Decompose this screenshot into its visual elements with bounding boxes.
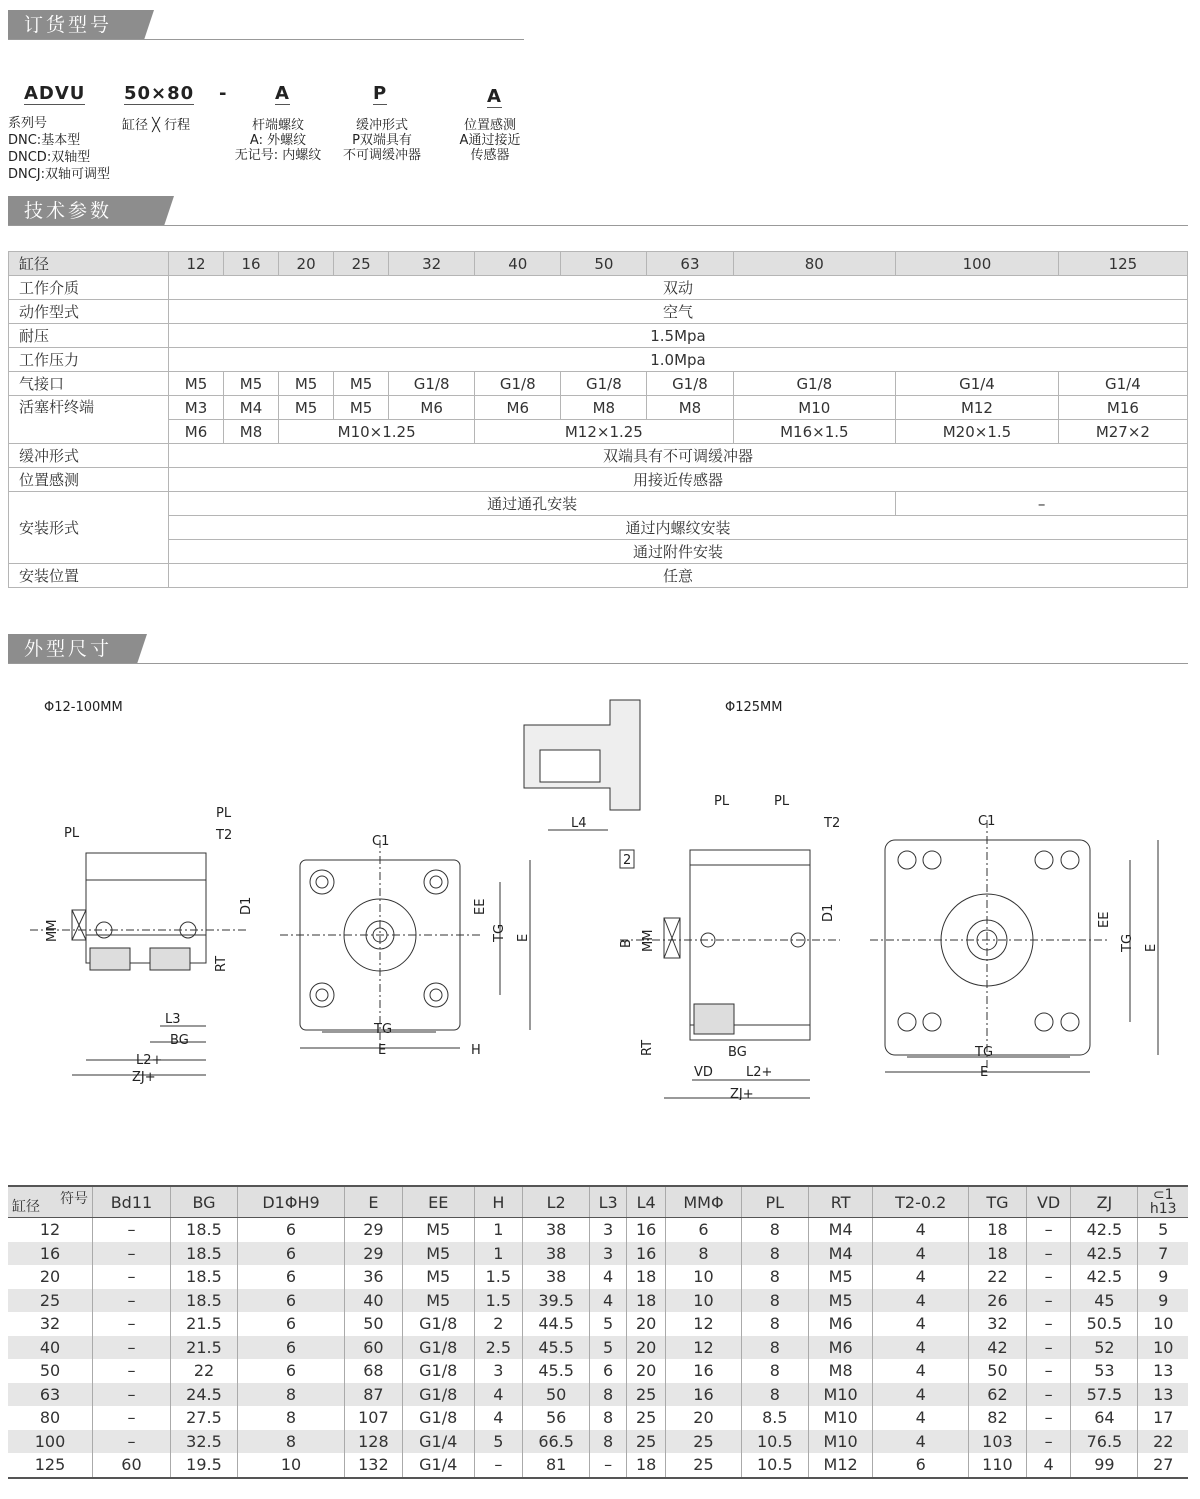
svg-text:D1: D1 xyxy=(821,903,836,922)
svg-text:PL: PL xyxy=(714,794,730,809)
svg-text:BG: BG xyxy=(170,1033,189,1048)
side-view-left xyxy=(86,853,206,963)
table-row: 动作型式 空气 xyxy=(9,300,1188,324)
table-row: 工作压力 1.0Mpa xyxy=(9,348,1188,372)
svg-text:L2+: L2+ xyxy=(746,1065,773,1080)
svg-text:D1: D1 xyxy=(239,896,254,915)
table-row: 40 – 21.5 6 60 G1/8 2.5 45.5 5 20 12 8 M6 4 42 – 52 10 xyxy=(8,1336,1188,1360)
cylinder-drawings xyxy=(0,690,1200,1100)
table-header: 符号 缸径 Bd11 BG D1ΦH9 E EE H L2 L3 L4 MMΦ PL RT T2-0.2 TG VD ZJ ⊂1 h13 xyxy=(8,1186,1188,1218)
svg-text:E: E xyxy=(378,1043,387,1058)
table-row: 位置感测 用接近传感器 xyxy=(9,468,1188,492)
table-row: 32 – 21.5 6 50 G1/8 2 44.5 5 20 12 8 M6 4 32 – 50.5 10 xyxy=(8,1312,1188,1336)
svg-text:2: 2 xyxy=(623,853,632,868)
svg-text:TG: TG xyxy=(975,1045,994,1060)
svg-text:PL: PL xyxy=(774,794,790,809)
cushion-desc: 缓冲形式 P双端具有 不可调缓冲器 xyxy=(342,118,421,163)
svg-text:TG: TG xyxy=(1120,933,1135,952)
section-title: 外型尺寸 xyxy=(8,634,137,664)
svg-text:MM: MM xyxy=(641,929,656,952)
svg-text:VD: VD xyxy=(694,1065,713,1080)
table-row: 通过附件安装 xyxy=(9,540,1188,564)
code-dash: - xyxy=(219,83,228,104)
svg-text:ZJ+: ZJ+ xyxy=(132,1070,156,1085)
table-row: 16 – 18.5 6 29 M5 1 38 3 16 8 8 M4 4 18 – 42.5 7 xyxy=(8,1242,1188,1266)
dims-table xyxy=(8,1185,1188,1479)
svg-text:EE: EE xyxy=(473,898,488,915)
table-row: 80 – 27.5 8 107 G1/8 4 56 8 25 20 8.5 M10 4 82 – 64 17 xyxy=(8,1406,1188,1430)
table-row: M6 M8 M10×1.25 M12×1.25 M16×1.5 M20×1.5 M27×2 xyxy=(9,420,1188,444)
corner-cell: 符号 缸径 xyxy=(8,1186,93,1218)
table-row: 125 60 19.5 10 132 G1/4 – 81 – 18 25 10.5 M12 6 110 4 99 27 xyxy=(8,1453,1188,1478)
svg-text:RT: RT xyxy=(640,1039,655,1056)
table-row: 12 – 18.5 6 29 M5 1 38 3 16 6 8 M4 4 18 – 42.5 5 xyxy=(8,1218,1188,1242)
svg-text:E: E xyxy=(516,933,531,942)
svg-text:C1: C1 xyxy=(978,814,996,829)
svg-text:H: H xyxy=(471,1043,481,1058)
section-title: 技术参数 xyxy=(8,196,164,226)
code-sensor: A xyxy=(487,86,502,107)
table-row: 缸径 12 16 20 25 32 40 50 63 80 100 125 xyxy=(9,252,1188,276)
table-row: 安装位置 任意 xyxy=(9,564,1188,588)
table-row: 63 – 24.5 8 87 G1/8 4 50 8 25 16 8 M10 4 62 – 57.5 13 xyxy=(8,1383,1188,1407)
svg-text:T2: T2 xyxy=(824,816,841,831)
svg-text:B: B xyxy=(619,939,634,948)
svg-text:PL: PL xyxy=(216,806,232,821)
section-title: 订货型号 xyxy=(8,10,144,40)
table-row: 缓冲形式 双端具有不可调缓冲器 xyxy=(9,444,1188,468)
code-rod: A xyxy=(275,83,290,104)
code-bore-stroke: 50×80 xyxy=(124,83,195,104)
rod-thread-desc: 杆端螺纹 A: 外螺纹 无记号: 内螺纹 xyxy=(234,118,322,163)
section-order xyxy=(8,10,524,40)
svg-text:RT: RT xyxy=(214,955,229,972)
svg-text:T2: T2 xyxy=(216,828,233,843)
table-row: 50 – 22 6 68 G1/8 3 45.5 6 20 16 8 M8 4 50 – 53 13 xyxy=(8,1359,1188,1383)
table-row: 气接口 M5 M5 M5 M5 G1/8 G1/8 G1/8 G1/8 G1/8 G1/4 G1/4 xyxy=(9,372,1188,396)
drawing-title-left: Φ12-100MM xyxy=(44,700,123,715)
svg-text:C1: C1 xyxy=(372,834,390,849)
svg-text:EE: EE xyxy=(1097,911,1112,928)
drawing-title-right: Φ125MM xyxy=(725,700,783,715)
code-cushion: P xyxy=(373,83,388,104)
series-desc: 系列号 DNC:基本型 DNCD:双轴型 DNCJ:双轴可调型 xyxy=(8,116,111,182)
code-series: ADVU xyxy=(24,83,86,104)
svg-text:L4: L4 xyxy=(571,816,587,831)
svg-text:TG: TG xyxy=(374,1022,393,1037)
svg-text:L3: L3 xyxy=(165,1012,181,1027)
section-dims xyxy=(8,634,1188,664)
svg-text:BG: BG xyxy=(728,1045,747,1060)
table-row: 工作介质 双动 xyxy=(9,276,1188,300)
table-row: 耐压 1.5Mpa xyxy=(9,324,1188,348)
svg-text:TG: TG xyxy=(492,923,507,942)
params-table xyxy=(8,251,1188,588)
section-tech xyxy=(8,196,1188,226)
table-row: 安装形式 通过通孔安装 – xyxy=(9,492,1188,516)
svg-text:E: E xyxy=(980,1065,989,1080)
bore-stroke-desc: 缸径 ╳ 行程 xyxy=(122,118,191,133)
table-row: 活塞杆终端 M3 M4 M5 M5 M6 M6 M8 M8 M10 M12 M16 xyxy=(9,396,1188,420)
svg-text:ZJ+: ZJ+ xyxy=(730,1087,754,1100)
table-row: 25 – 18.5 6 40 M5 1.5 39.5 4 18 10 8 M5 4 26 – 45 9 xyxy=(8,1289,1188,1313)
sensor-desc: 位置感测 A通过接近 传感器 xyxy=(459,118,521,163)
svg-text:E: E xyxy=(1144,943,1159,952)
svg-text:MM: MM xyxy=(45,919,60,942)
svg-text:PL: PL xyxy=(64,826,80,841)
table-row: 100 – 32.5 8 128 G1/4 5 66.5 8 25 25 10.5 M10 4 103 – 76.5 22 xyxy=(8,1430,1188,1454)
table-row: 通过内螺纹安装 xyxy=(9,516,1188,540)
table-row: 20 – 18.5 6 36 M5 1.5 38 4 18 10 8 M5 4 22 – 42.5 9 xyxy=(8,1265,1188,1289)
svg-text:L2+: L2+ xyxy=(136,1053,163,1068)
